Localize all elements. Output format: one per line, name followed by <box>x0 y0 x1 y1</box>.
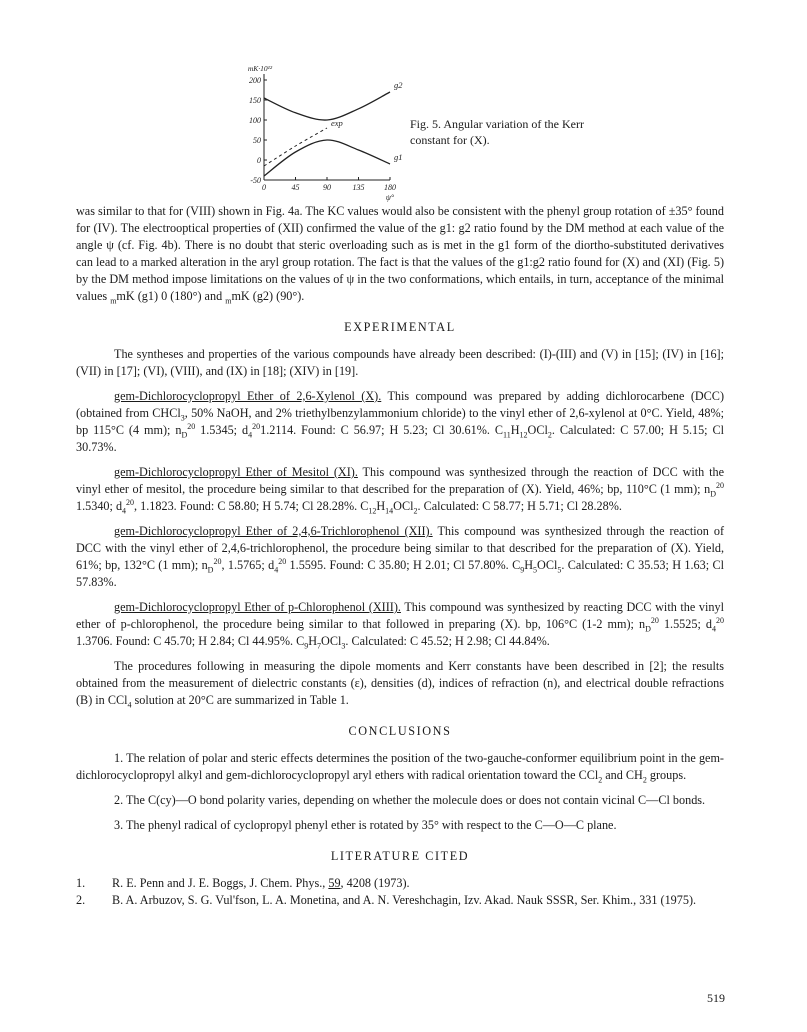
conclusions-heading: CONCLUSIONS <box>348 724 452 738</box>
kerr-figure <box>240 58 410 208</box>
reference-2: 2. B. A. Arbuzov, S. G. Vul'fson, L. A. Monetina, and A. N. Vereshchagin, Izv. Akad. Nauk SSSR, Ser. Khim., 331 (1975). <box>76 893 697 907</box>
series-exp-label: exp <box>331 118 343 128</box>
procedures-paragraph: The procedures following in measuring the dipole moments and Kerr constants have been described in [2]; the results obtained from the measurement of dielectric constants (ε), densities (d), indices of refraction (n), and electrical double refractions (B) in CCl$_4$ solution at 20°C are summarized in Table 1. <box>76 659 724 710</box>
article-body <box>76 203 724 909</box>
y-tick-label: 150 <box>249 96 261 105</box>
series-exp-line <box>264 128 327 166</box>
compound-xiii-paragraph: gem-Dichlorocyclopropyl Ether of p-Chlorophenol (XIII). This compound was synthesized by reacting DCC with the vinyl ether of p-chlorophenol, the procedure being similar to that followed in preparing (X). bp, 106°C (1-2 mm); $n_D^{20}$ 1.5525; $d_4^{20}$ 1.3706. Found: C 45.70; H 2.84; Cl 44.95%. $C_9H_7OCl_3$. Calculated: C 45.52; H 2.98; Cl 44.84%. <box>76 600 725 651</box>
x-tick-label: 90 <box>323 183 331 192</box>
x-axis-label: ψ° <box>385 193 395 202</box>
x-tick-label: 180 <box>384 183 396 192</box>
x-tick-label: 135 <box>352 183 365 192</box>
y-tick-label: 200 <box>249 76 261 85</box>
compound-xi-title: gem-Dichlorocyclopropyl Ether of Mesitol (XI). <box>114 465 358 479</box>
y-axis-label: mK·10¹² <box>247 64 273 73</box>
conclusion-2: 2. The C(cy)—O bond polarity varies, depending on whether the molecule does or does not contain vicinal C—Cl bonds. <box>114 793 706 807</box>
series-g1-line <box>264 140 390 176</box>
page-number: 519 <box>707 991 725 1005</box>
syntheses-paragraph: The syntheses and properties of the various compounds have already been described: (I)-(III) and (V) in [15]; (IV) in [16]; (VII) in [17]; (VI), (VIII), and (IX) in [18]; (XIV) in [19]. <box>76 347 724 378</box>
series-g2-label: g2 <box>394 80 403 90</box>
x-tick-label: 0 <box>262 183 266 192</box>
compound-xii-title: gem-Dichlorocyclopropyl Ether of 2,4,6-Trichlorophenol (XII). <box>114 524 433 538</box>
reference-1: 1. R. E. Penn and J. E. Boggs, J. Chem. Phys., 59, 4208 (1973). <box>76 876 410 890</box>
literature-heading: LITERATURE CITED <box>330 849 470 863</box>
conclusion-3: 3. The phenyl radical of cyclopropyl phenyl ether is rotated by 35° with respect to the C—O—C plane. <box>114 818 617 832</box>
conclusion-1: 1. The relation of polar and steric effects determines the position of the two-gauche-conformer equilibrium point in the gem-dichlorocyclopropyl alkyl and gem-dichlorocyclopropyl aryl ethers with radical orientation toward the CCl$_2$ and $CH_2$ groups. <box>76 751 724 785</box>
compound-xiii-title: gem-Dichlorocyclopropyl Ether of p-Chlorophenol (XIII). <box>114 600 401 614</box>
compound-x-paragraph: gem-Dichlorocyclopropyl Ether of 2,6-Xylenol (X). This compound was prepared by adding dichlorocarbene (DCC) (obtained from CHCl$_3$, 50% NaOH, and 2% triethylbenzylammonium chloride) to the vinyl ether of 2,6-xylenol at 0°C. Yield, 48%; bp 115°C (4 mm); $n_D^{20}$ 1.5345; $d_4^{20}1.2114$. Found: C 56.97; H 5.23; Cl 30.61%. $C_{11}H_{12}OCl_2$. Calculated: C 57.00; H 5.15; Cl 30.73%. <box>76 389 725 454</box>
compound-xii-paragraph: gem-Dichlorocyclopropyl Ether of 2,4,6-Trichlorophenol (XII). This compound was synthesized through the reaction of DCC with the vinyl ether of 2,4,6-trichlorophenol, the procedure being similar to that described for the preparation of (X). Yield, 61%; bp, 132°C (1 mm); $n_D^{20}$, 1.5765; $d_4^{20}$ 1.5595. Found: C 35.80; H 2.01; Cl 57.80%. $C_9H_5OCl_5$. Calculated: C 35.53; H 1.63; Cl 57.83%. <box>76 524 725 589</box>
x-tick-label: 45 <box>291 183 300 192</box>
experimental-heading: EXPERIMENTAL <box>344 320 456 334</box>
figure-caption: Fig. 5. Angular variation of the Kerr constant for (X). <box>410 117 584 147</box>
compound-x-title: gem-Dichlorocyclopropyl Ether of 2,6-Xylenol (X). <box>114 389 382 403</box>
series-g2-line <box>264 92 390 120</box>
y-tick-label: 0 <box>257 156 261 165</box>
y-tick-label: 100 <box>249 116 261 125</box>
kerr-chart <box>240 58 410 208</box>
series-g1-label: g1 <box>394 152 403 162</box>
compound-xi-paragraph: gem-Dichlorocyclopropyl Ether of Mesitol (XI). This compound was synthesized through the reaction of DCC with the vinyl ether of mesitol, the procedure being similar to that described for the preparation of (X). Yield, 46%; bp, 110°C (1 mm); $n_D^{20}$ 1.5340; $d_4^{20}$, 1.1823. Found: C 58.80; H 5.74; Cl 28.28%. $C_{12}H_{14}OCl_2$. Calculated: C 58.77; H 5.71; Cl 28.28%. <box>76 465 724 516</box>
y-tick-label: -50 <box>250 176 261 185</box>
y-tick-label: 50 <box>253 136 261 145</box>
intro-paragraph: was similar to that for (VIII) shown in Fig. 4a. The KC values would also be consistent with the phenyl group rotation of ±35° found for (IV). The electrooptical properties of (XII) confirmed the value of the g1: g2 ratio found by the DM method at each value of the angle ψ (cf. Fig. 4b). There is no doubt that steric overloading such as is met in the g1 form of the diortho-substituted derivatives can lead to a marked alteration in the aryl group rotation. The fact is that the values of the g1:g2 ratio found for (X) and (XI) (Fig. 5) by the DM method impose limitations on the values of ψ in the two conformations, which entails, in turn, acceptance of the minimal values $_m$mK (g1) 0 (180°) and $_m$mK (g2) (90°). <box>76 204 724 306</box>
